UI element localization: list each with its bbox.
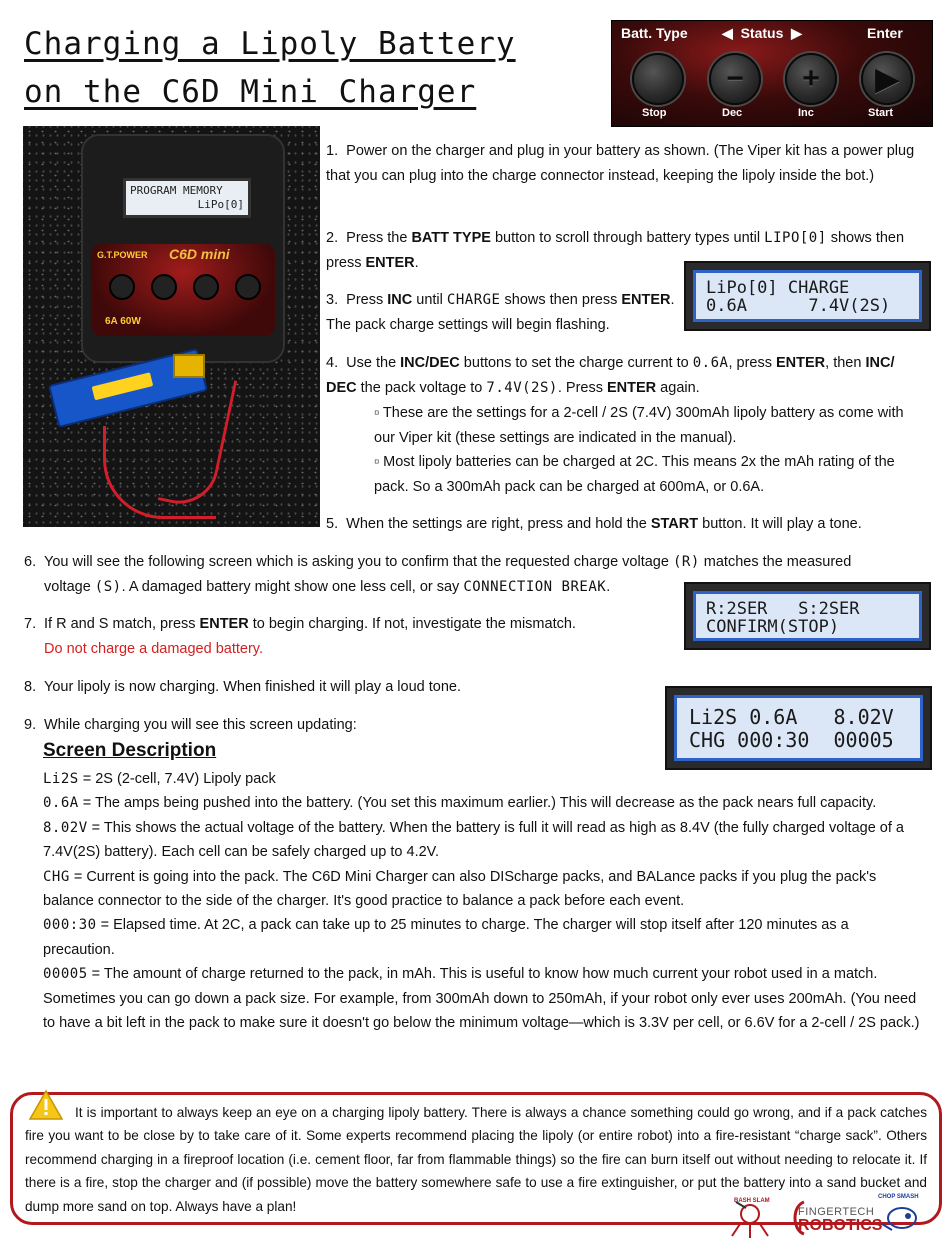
step-text: the pack voltage to: [356, 380, 487, 396]
lcd-charge-display: [693, 270, 922, 322]
bash-slam-label: BASH SLAM: [734, 1198, 770, 1204]
step-text: . A damaged battery might show one less cell, or say: [121, 579, 464, 595]
inc-button-icon: +: [785, 53, 837, 105]
charger-faceplate: [91, 244, 275, 336]
desc-item-amps: [43, 791, 923, 815]
step-number: 6.: [24, 554, 37, 570]
lcd-confirm-screen: [684, 582, 931, 650]
step-text: Your lipoly is now charging. When finished it will play a loud tone.: [44, 679, 461, 695]
robotics-label: ROBOTICS: [798, 1217, 883, 1234]
charge-lead-wire: [103, 426, 216, 519]
step-text: shows then press: [326, 230, 905, 271]
lcd-confirm-display: [693, 591, 922, 641]
step-text: to begin charging. If not, investigate the mismatch.: [248, 616, 576, 632]
step-text: When the settings are right, press and hold the: [346, 516, 651, 532]
page-title-line2: on the C6D Mini Charger: [24, 74, 477, 110]
inc-label: Inc: [798, 107, 814, 119]
desc-code: 0.6A: [43, 795, 79, 812]
dec-label: Dec: [722, 107, 743, 119]
enter-label: Enter: [867, 25, 903, 41]
lcd-line2: 0.6A 7.4V(2S): [706, 296, 891, 316]
step-number: 9.: [24, 717, 37, 733]
enter-keyword: ENTER: [607, 380, 657, 396]
step-text: button. It will play a tone.: [698, 516, 862, 532]
charger-photo: [23, 126, 320, 527]
step-text: .: [414, 255, 419, 271]
step-9: [24, 713, 664, 738]
desc-item-time: [43, 913, 923, 962]
damaged-battery-warning: Do not charge a damaged battery.: [44, 641, 263, 657]
step-number: 8.: [24, 679, 37, 695]
start-button-icon: ▶: [861, 53, 913, 105]
lcd-line1: LiPo[0] CHARGE: [706, 278, 850, 298]
desc-code: 8.02V: [43, 819, 88, 836]
chop-smash-label: CHOP SMASH: [878, 1194, 919, 1200]
desc-item-mah: [43, 962, 923, 1035]
screen-description-list: [43, 767, 923, 1035]
page-title-line1: Charging a Lipoly Battery: [24, 26, 516, 62]
step-text: until: [412, 292, 447, 308]
step-4-bullet-2: ▫ Most lipoly batteries can be charged at 2C. This means 2x the mAh rating of the pack. So a 300mAh pack can be charged at 600mA, or 0.6A.: [374, 454, 895, 495]
safety-warning-text: It is important to always keep an eye on a charging lipoly battery. There is always a chance something could go wrong, and if a pack catches fire you want to be close by to take care of it. Some experts recommend placing the lipoly (or entire robot) into a fire-resistant “charge sack”. Others recommend charging in a fireproof location (i.e. cement floor, far from flammable things) so the fire can burn itself out without needing to relocate it. If there is a fire, stop the charger and (if possible) move the battery somewhere safe to use a fire extinguisher, or put the battery into a sand bucket and dump more sand on top. Always have a plan!: [25, 1105, 927, 1214]
lcd-line1: Li2S 0.6A 8.02V: [689, 705, 894, 729]
start-label: Start: [868, 107, 894, 119]
step-number: 4.: [326, 355, 339, 371]
lcd-charging-screen: [665, 686, 932, 770]
step-8: [24, 675, 664, 700]
mini-button-icon: [235, 274, 261, 300]
desc-item-li2s: [43, 767, 923, 791]
lcd-line2: CONFIRM(STOP): [706, 617, 840, 637]
lcd-text-inline: (S): [94, 579, 122, 595]
batt-type-keyword: BATT TYPE: [411, 230, 491, 246]
lcd-text-inline: CHARGE: [446, 292, 501, 308]
desc-item-chg: [43, 865, 923, 914]
chop-smash-mascot-icon: [876, 1196, 922, 1240]
step-1: [326, 139, 926, 189]
footer-logos: [728, 1192, 930, 1242]
left-arrow-icon: ◀: [722, 25, 733, 41]
batt-type-label: Batt. Type: [621, 25, 688, 41]
right-arrow-icon: ▶: [791, 25, 802, 41]
desc-text: = 2S (2-cell, 7.4V) Lipoly pack: [78, 771, 276, 787]
status-label: Status: [740, 25, 784, 41]
step-text: While charging you will see this screen updating:: [44, 717, 357, 733]
lcd-text-inline: (R): [672, 554, 700, 570]
mini-button-icon: [193, 274, 219, 300]
desc-item-voltage: [43, 816, 923, 865]
dec-keyword: DEC: [326, 380, 357, 396]
step-text: The pack charge settings will begin flashing.: [326, 317, 610, 333]
step-3: [326, 288, 686, 338]
photo-lcd-line1: PROGRAM MEMORY: [130, 184, 223, 197]
step-number: 7.: [24, 616, 37, 632]
step-text: button to scroll through battery types until: [490, 230, 765, 246]
step-text: Power on the charger and plug in your battery as shown. (The Viper kit has a power plug that you can plug into the charge connector instead, keeping the lipoly inside the bot.): [326, 143, 915, 184]
step-text: shows then press: [500, 292, 622, 308]
step-text: Press: [346, 292, 388, 308]
enter-keyword: ENTER: [776, 355, 826, 371]
step-text: voltage: [44, 579, 95, 595]
step-number: 2.: [326, 230, 339, 246]
inc-keyword: INC/: [865, 355, 895, 371]
desc-code: Li2S: [43, 771, 79, 787]
rating-label: 6A 60W: [105, 316, 141, 327]
inc-keyword: INC: [387, 292, 413, 308]
lcd-text-inline: LIPO[0]: [764, 230, 827, 246]
lcd-charge-screen: [684, 261, 931, 331]
battery-connector: [173, 354, 205, 378]
brand-logo: G.T.POWER: [97, 250, 148, 260]
step-5: [326, 512, 926, 537]
lcd-text-inline: CONNECTION BREAK: [463, 579, 607, 595]
enter-keyword: ENTER: [621, 292, 671, 308]
screen-description-heading: Screen Description: [43, 740, 217, 761]
desc-text: = Elapsed time. At 2C, a pack can take up to 25 minutes to charge. The charger will stop itself after 120 minutes as a precaution.: [43, 917, 849, 958]
mini-button-icon: [109, 274, 135, 300]
stop-label: Stop: [642, 107, 667, 119]
step-text: . Press: [557, 380, 607, 396]
step-4: [326, 351, 926, 401]
step-text: You will see the following screen which is asking you to confirm that the requested charge voltage: [44, 554, 673, 570]
model-logo: C6D mini: [169, 246, 230, 262]
step-text: again.: [656, 380, 700, 396]
desc-text: = This shows the actual voltage of the battery. When the battery is full it will read as high as 8.4V (the fully charged voltage of a 7.4V(2S) battery). Each cell can be safely charged up to 4.2V.: [43, 819, 904, 861]
enter-keyword: ENTER: [199, 616, 249, 632]
desc-code: CHG: [43, 868, 70, 885]
step-text: .: [670, 292, 675, 308]
charger-button-panel: [611, 20, 933, 127]
lcd-line2: CHG 000:30 00005: [689, 728, 894, 752]
step-text: If R and S match, press: [44, 616, 200, 632]
charger-body: [81, 134, 285, 363]
dec-button-icon: −: [709, 53, 761, 105]
lcd-text-inline: 7.4V(2S): [486, 380, 558, 396]
lcd-text-inline: 0.6A: [692, 355, 729, 371]
step-text: , then: [825, 355, 866, 371]
step-7: [24, 612, 664, 662]
photo-lcd-line2: LiPo[0]: [197, 198, 244, 211]
desc-text: = The amount of charge returned to the pack, in mAh. This is useful to know how much current your robot used in a match. Sometimes you can go down a pack size. For example, from 300mAh down to 250mAh, if your robot only ever uses 200mAh. (You need to have a bit left in the pack to make sure it doesn't go below the minimum voltage—which is 3.3V per cell, or 6.6V for a 2-cell / 2S pack.): [43, 966, 920, 1032]
step-text: Press the: [346, 230, 412, 246]
lcd-charging-display: [674, 695, 923, 761]
enter-keyword: ENTER: [365, 255, 415, 271]
step-text: .: [606, 579, 611, 595]
step-text: buttons to set the charge current to: [459, 355, 693, 371]
step-text: matches the measured: [699, 554, 852, 570]
desc-code: 000:30: [43, 917, 97, 934]
step-number: 5.: [326, 516, 339, 532]
lcd-line1: R:2SER S:2SER: [706, 599, 860, 619]
status-label-group: [722, 25, 802, 42]
step-text: Use the: [346, 355, 401, 371]
inc-dec-keyword: INC/DEC: [400, 355, 460, 371]
fingertech-label: FINGERTECH: [798, 1206, 875, 1218]
start-keyword: START: [650, 516, 699, 532]
photo-lcd-screen: [123, 178, 251, 218]
desc-code: 00005: [43, 966, 88, 983]
step-text: , press: [728, 355, 776, 371]
stop-button-icon: [632, 53, 684, 105]
step-number: 3.: [326, 292, 339, 308]
step-number: 1.: [326, 143, 339, 159]
mini-button-icon: [151, 274, 177, 300]
step-4-bullet-1: ▫ These are the settings for a 2-cell / 2S (7.4V) 300mAh lipoly battery as come with our Viper kit (these settings are indicated in the manual).: [374, 405, 904, 446]
desc-text: = Current is going into the pack. The C6D Mini Charger can also DIScharge packs, and BALance packs if you plug the pack's balance connector to the side of the charger. It's good practice to balance a pack before each event.: [43, 868, 877, 910]
desc-text: = The amps being pushed into the battery. (You set this maximum earlier.) This will decrease as the pack nears full capacity.: [78, 795, 877, 812]
